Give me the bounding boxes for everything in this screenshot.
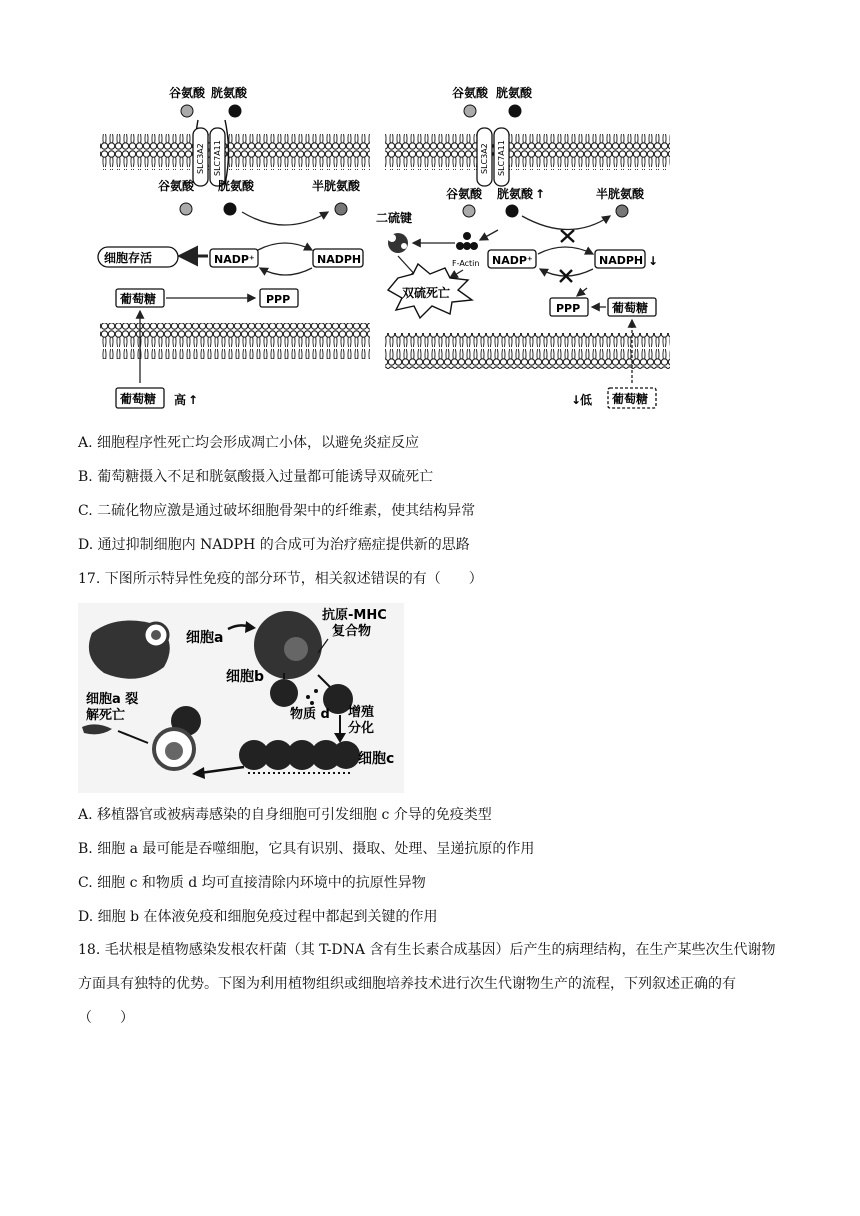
membrane-top-left: [100, 134, 370, 170]
svg-text:SLC7A11: SLC7A11: [497, 140, 506, 176]
antigen-mhc-label-1: 抗原-MHC: [322, 608, 387, 623]
svg-text:↓: ↓: [648, 254, 659, 268]
high-label: 高: [174, 393, 187, 407]
cell-c-group: [239, 740, 360, 773]
nadp-right: NADP⁺: [492, 254, 533, 267]
membrane-top-right: [385, 134, 670, 170]
cell-a-icon: [89, 621, 170, 679]
glutamate-out-left: 谷氨酸: [169, 86, 206, 100]
cell-b-icon: [270, 679, 298, 707]
low-label: 低: [580, 393, 593, 407]
svg-text:↓: ↓: [571, 393, 582, 407]
q17-option-b: B. 细胞 a 最可能是吞噬细胞，它具有识别、摄取、处理、呈递抗原的作用: [78, 841, 535, 857]
glutamate-in-left: 谷氨酸: [158, 179, 195, 193]
cell-c-label: 细胞c: [358, 751, 395, 767]
q16-option-c: C. 二硫化物应激是通过破坏细胞骨架中的纤维素，使其结构异常: [78, 503, 476, 519]
cell-a-label: 细胞a: [186, 630, 224, 646]
q18-stem: 18. 毛状根是植物感染发根农杆菌（其 T-DNA 含有生长素合成基因）后产生的病理结构，在生产某些次生代谢物方面具有独特的优势。下图为利用植物组织或细胞培养技术进行次生代谢物生产的流程，下列叙述正确的有（ ）: [78, 942, 776, 1026]
cystine-out-left: 胱氨酸: [211, 86, 248, 100]
glucose-left: 葡萄糖: [120, 292, 157, 306]
ppp-left: PPP: [266, 293, 291, 306]
apc-cell-icon: [254, 611, 322, 679]
antigen-mhc-label-2: 复合物: [332, 624, 372, 639]
q17-option-a: A. 移植器官或被病毒感染的自身细胞可引发细胞 c 介导的免疫类型: [78, 807, 492, 823]
disulfide-label: 二硫键: [376, 211, 413, 225]
factin-label: F-Actin: [452, 259, 480, 268]
cystine-in-left: 胱氨酸: [218, 179, 255, 193]
svg-text:SLC3A2: SLC3A2: [480, 143, 489, 174]
proliferation-label-1: 增殖: [348, 705, 375, 720]
svg-text:↑: ↑: [535, 187, 546, 201]
q16-option-d: D. 通过抑制细胞内 NADPH 的合成可为治疗癌症提供新的思路: [78, 537, 470, 553]
cell-survival: 细胞存活: [104, 251, 153, 265]
nadph-right: NADPH: [599, 254, 644, 267]
glutamate-out-right: 谷氨酸: [452, 86, 489, 100]
substance-d-label: 物质 d: [290, 707, 330, 722]
disulfidptosis-label: 双硫死亡: [402, 286, 451, 300]
svg-text:SLC3A2: SLC3A2: [196, 143, 205, 174]
lysis-label-1: 细胞a 裂: [86, 692, 139, 707]
cystine-in-right: 胱氨酸: [497, 187, 534, 201]
glucose-right-outside: 葡萄糖: [612, 392, 649, 406]
disulfidptosis-figure: [80, 78, 720, 416]
nadp-left: NADP⁺: [214, 253, 255, 266]
proliferation-label-2: 分化: [348, 721, 375, 736]
glucose-right: 葡萄糖: [612, 301, 649, 315]
q17-option-c: C. 细胞 c 和物质 d 均可直接清除内环境中的抗原性异物: [78, 875, 426, 891]
svg-text:SLC7A11: SLC7A11: [213, 140, 222, 176]
immune-figure: [78, 603, 404, 793]
transporter-left: [193, 120, 229, 186]
q17-stem: 17. 下图所示特异性免疫的部分环节，相关叙述错误的有（ ）: [78, 571, 483, 587]
factin-icon: [456, 232, 478, 250]
disulfide-protein-icon: [388, 233, 408, 253]
glutamate-in-right: 谷氨酸: [446, 187, 483, 201]
q17-option-d: D. 细胞 b 在体液免疫和细胞免疫过程中都起到关键的作用: [78, 909, 438, 925]
glucose-left-outside: 葡萄糖: [120, 392, 157, 406]
q16-option-a: A. 细胞程序性死亡均会形成凋亡小体，以避免炎症反应: [78, 435, 420, 451]
membrane-bottom-right: [385, 333, 670, 369]
q16-option-b: B. 葡萄糖摄入不足和胱氨酸摄入过量都可能诱导双硫死亡: [78, 469, 434, 485]
svg-text:↑: ↑: [188, 393, 199, 407]
cystine-out-right: 胱氨酸: [496, 86, 533, 100]
cysteine-left: 半胱氨酸: [312, 179, 361, 193]
cell-b-label: 细胞b: [226, 669, 265, 685]
ppp-right: PPP: [556, 302, 581, 315]
cysteine-right: 半胱氨酸: [596, 187, 645, 201]
lysis-label-2: 解死亡: [86, 708, 126, 723]
nadph-left: NADPH: [317, 253, 362, 266]
